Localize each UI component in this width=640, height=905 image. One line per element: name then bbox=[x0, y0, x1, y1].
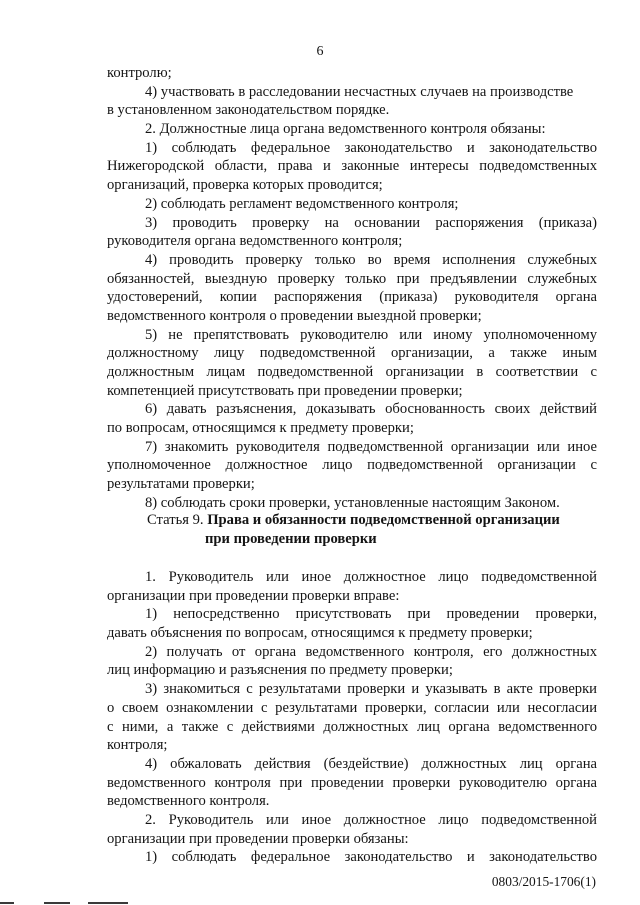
heading-line-2: при проведении проверки bbox=[205, 531, 377, 547]
text-line: Нижегородской области, права и законные интересы подведомственных bbox=[107, 158, 597, 175]
text-line: удостоверений, копии распоряжения (приказа) руководителя органа bbox=[107, 289, 597, 306]
section-8-text bbox=[107, 64, 597, 513]
text-line: лиц информацию и разъяснения по предмету проверки; bbox=[107, 662, 453, 679]
text-line: организации при проведении проверки вправе: bbox=[107, 587, 400, 604]
text-line: руководителя органа ведомственного контроля; bbox=[107, 233, 403, 250]
text-line: должностным лицам подведомственной организации в соответствии с bbox=[107, 364, 597, 380]
text-line: контролю; bbox=[107, 65, 172, 81]
text-line: компетенцией присутствовать при проведении проверки; bbox=[107, 382, 463, 399]
text-line: 7) знакомить руководителя подведомственной организации или иное bbox=[145, 438, 597, 455]
document-code: 0803/2015-1706(1) bbox=[491, 874, 596, 889]
text-line: 4) обжаловать действия (бездействие) должностных лиц органа bbox=[145, 755, 597, 772]
article-title: Права и обязанности подведомственной организации bbox=[207, 512, 560, 528]
scan-mark bbox=[44, 902, 70, 904]
text-line: ведомственного контроля. bbox=[107, 793, 270, 810]
text-line: 2. Руководитель или иное должностное лицо подведомственной bbox=[145, 811, 597, 828]
scan-mark bbox=[88, 902, 128, 904]
section-9-text bbox=[107, 568, 597, 867]
text-line: в установленном законодательством порядке. bbox=[107, 102, 390, 119]
text-line: 6) давать разъяснения, доказывать обоснованность своих действий bbox=[145, 401, 597, 418]
text-line: 8) соблюдать сроки проверки, установленные настоящим Законом. bbox=[145, 494, 560, 511]
text-line: контроля; bbox=[107, 737, 168, 754]
text-line: 2) соблюдать регламент ведомственного контроля; bbox=[145, 195, 459, 212]
text-line: 4) проводить проверку только во время исполнения служебных bbox=[145, 251, 597, 268]
text-line: 1) соблюдать федеральное законодательство и законодательство bbox=[145, 849, 597, 866]
article-9-heading bbox=[147, 511, 597, 549]
text-line: ведомственного контроля при проведении проверки руководителю органа bbox=[107, 774, 597, 791]
text-line: с ними, а также с действиями должностных лиц органа ведомственного bbox=[107, 718, 597, 735]
scan-edge-marks bbox=[0, 899, 640, 905]
text-line: обязанностей, выездную проверку только при предъявлении служебных bbox=[107, 270, 597, 287]
text-line: о своем ознакомлении с результатами проверки, согласии или несогласии bbox=[107, 699, 597, 716]
text-line: 1) соблюдать федеральное законодательство и законодательство bbox=[145, 139, 597, 156]
text-line: 5) не препятствовать руководителю или иному уполномоченному bbox=[145, 326, 597, 343]
text-line: должностному лицу подведомственной организации, а также иным bbox=[107, 345, 597, 362]
page-number: 6 bbox=[316, 44, 324, 59]
text-line: по вопросам, относящимся к предмету проверки; bbox=[107, 420, 414, 437]
text-line: 1) непосредственно присутствовать при проведении проверки, bbox=[145, 606, 597, 623]
heading-line-1 bbox=[147, 511, 597, 530]
article-number: Статья 9. bbox=[147, 512, 208, 528]
text-line: 2) получать от органа ведомственного контроля, его должностных bbox=[145, 643, 597, 660]
text-line: 3) знакомиться с результатами проверки и указывать в акте проверки bbox=[145, 681, 597, 698]
text-line: организации при проведении проверки обязаны: bbox=[107, 830, 409, 847]
text-line: уполномоченное должностное лицо подведомственной организации с bbox=[107, 457, 597, 474]
text-line: 1. Руководитель или иное должностное лицо подведомственной bbox=[145, 569, 597, 585]
scan-mark bbox=[0, 902, 14, 904]
text-line: давать объяснения по вопросам, относящимся к предмету проверки; bbox=[107, 625, 533, 642]
text-line: ведомственного контроля о проведении выездной проверки; bbox=[107, 307, 482, 324]
text-line: 3) проводить проверку на основании распоряжения (приказа) bbox=[145, 214, 597, 231]
text-line: организаций, проверка которых проводится; bbox=[107, 177, 383, 194]
text-line: 2. Должностные лица органа ведомственного контроля обязаны: bbox=[145, 121, 546, 138]
text-line: 4) участвовать в расследовании несчастных случаев на производстве bbox=[145, 83, 574, 100]
text-line: результатами проверки; bbox=[107, 476, 255, 493]
